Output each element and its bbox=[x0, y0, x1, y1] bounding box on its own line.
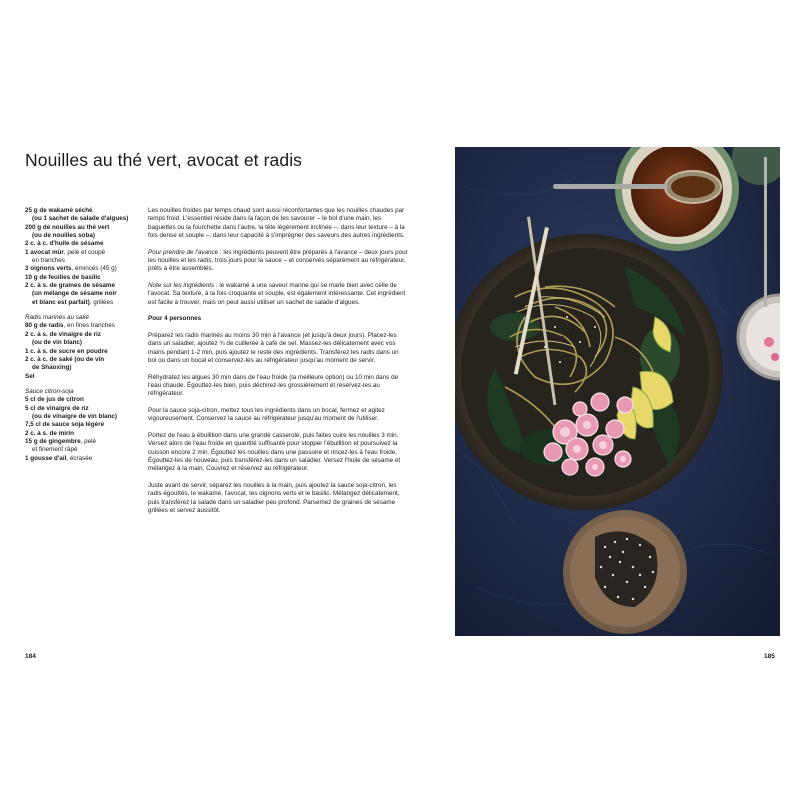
ingredient-line bbox=[25, 356, 140, 364]
note-text: : le wakamé a une saveur marine qui se marie bien avec celle de l'avocat. Sa texture, à la fois croquante et souple, est également intéressante. Cet ingrédient est facile à trouver, mais on peut aussi utiliser un sachet de salade d'algues. bbox=[148, 282, 406, 306]
ingredient-bold: 15 g de gingembre bbox=[25, 437, 81, 445]
ingredient-bold: 200 g de nouilles au thé vert bbox=[25, 223, 110, 231]
page-number-left: 184 bbox=[25, 653, 36, 660]
step-2: Réhydratez les algues 30 min dans de l'eau froide (la meilleure option) ou 10 min dans de l'eau chaude. Égouttez-les bien, puis déchirez-les grossièrement et réservez-les au réfrigérateur. bbox=[148, 373, 399, 398]
ingredient-line bbox=[25, 215, 140, 223]
advance-text: : les ingrédients peuvent être préparés à l'avance – deux jours pour les nouilles et les radis, trois jours pour la sauce – et conservés séparément au réfrigérateur, prêts à être assemblés. bbox=[148, 248, 408, 273]
ingredient-bold: (ou 1 sachet de salade d'algues) bbox=[32, 215, 129, 223]
ingredient-bold: (ou de vin blanc) bbox=[32, 339, 83, 347]
ingredient-line bbox=[25, 421, 140, 429]
advance-paragraph bbox=[148, 249, 408, 274]
ingredient-line bbox=[25, 282, 140, 290]
ingredient-bold: 5 cl de vinaigre de riz bbox=[25, 404, 89, 412]
ingredient-detail: , grillées bbox=[89, 298, 114, 306]
step-4: Portez de l'eau à ébullition dans une grande casserole, puis faites cuire les nouilles 3 min. Versez alors de l'eau froide en quantité suffisante pour stopper l'ébullition et poursuivez la cuisson encore 2 min. Égouttez les nouilles dans une passoire et rincez-les à l'eau froide. Égouttez-les de nouveau, puis transférez-les dans un saladier. Versez l'huile de sésame et mélangez à la main. Couvrez et réservez au réfrigérateur. bbox=[148, 431, 401, 473]
ingredient-bold: 5 cl de jus de citron bbox=[25, 396, 84, 404]
recipe-body bbox=[148, 207, 408, 524]
ingredient-bold: 1 gousse d'ail bbox=[25, 454, 67, 462]
ingredient-line bbox=[25, 455, 140, 463]
ingredient-bold: 2 c. à s. de mirin bbox=[25, 429, 74, 437]
ingredient-line bbox=[25, 290, 140, 298]
ingredient-line bbox=[25, 224, 140, 232]
ingredient-bold: de Shaoxing) bbox=[32, 364, 72, 372]
servings-heading: Pour 4 personnes bbox=[148, 315, 202, 323]
ingredient-bold: (ou de nouilles soba) bbox=[32, 232, 95, 240]
ingredient-detail: en tranches bbox=[32, 257, 65, 265]
ingredient-bold: (ou de vinaigre de vin blanc) bbox=[32, 412, 118, 420]
ingredient-bold: Sel bbox=[25, 372, 35, 380]
page-number-right: 185 bbox=[764, 653, 775, 660]
step-5: Juste avant de servir, séparez les nouilles à la main, puis ajoutez la sauce soja-citron, les radis égouttés, le wakamé, l'avocat, les oignons verts et le basilic. Mélangez délicatement, puis transférez la salade dans un saladier peu profond. Parsemez de graines de sésame grillées et servez aussitôt. bbox=[148, 481, 400, 514]
ingredient-bold: 1 avocat mûr bbox=[25, 248, 64, 256]
ingredient-line bbox=[25, 438, 140, 446]
step-1: Préparez les radis marinés au moins 30 min à l'avance (et jusqu'à deux jours). Placez-les dans un saladier, ajoutez ¾ de cuillerée à café de sel. Massez-les délicatement avec vos mains pendant 1-2 min, puis ajoutez le reste des ingrédients. Transférez les radis dans un bol ou dans un bocal et conservez-les au réfrigérateur jusqu'au moment de servir. bbox=[148, 331, 399, 364]
ingredient-bold: 25 g de wakamé séché bbox=[25, 207, 93, 214]
ingredient-line bbox=[25, 299, 140, 307]
noodle-bowl-illustration bbox=[455, 147, 780, 636]
ingredient-line bbox=[25, 373, 140, 381]
sauce-subtitle: Sauce citron-soja bbox=[25, 387, 74, 395]
ingredient-detail: et finement râpé bbox=[32, 446, 78, 454]
ingredient-detail: , en fines tranches bbox=[63, 322, 115, 330]
note-label: Note sur les ingrédients bbox=[148, 282, 215, 289]
ingredient-line bbox=[25, 446, 140, 454]
ingredient-line bbox=[25, 249, 140, 257]
ingredient-bold: 3 oignons verts bbox=[25, 265, 72, 273]
ingredient-line bbox=[25, 240, 140, 248]
ingredient-line bbox=[25, 364, 140, 372]
ingredients-list bbox=[25, 207, 140, 463]
ingredient-line bbox=[25, 348, 140, 356]
ingredient-bold: (un mélange de sésame noir bbox=[32, 290, 117, 298]
ingredient-detail: , écrasée bbox=[66, 454, 93, 462]
ingredient-bold: 80 g de radis bbox=[25, 322, 64, 330]
recipe-title: Nouilles au thé vert, avocat et radis bbox=[25, 150, 303, 170]
ingredient-detail: , pelé et coupé bbox=[63, 248, 106, 256]
note-paragraph bbox=[148, 282, 408, 307]
ingredient-line bbox=[25, 322, 140, 330]
ingredient-line bbox=[25, 207, 140, 215]
ingredient-line bbox=[25, 339, 140, 347]
radis-subtitle: Radis marinés au saké bbox=[25, 314, 90, 322]
ingredients-sauce bbox=[25, 396, 140, 463]
ingredient-bold: 2 c. à s. de graines de sésame bbox=[25, 282, 115, 290]
ingredient-line bbox=[25, 430, 140, 438]
ingredient-bold: 2 c. à c. de saké (ou de vin bbox=[25, 355, 105, 363]
ingredient-detail: , émincés (45 g) bbox=[71, 265, 117, 273]
step-3: Pour la sauce soja-citron, mettez tous les ingrédients dans un bocal, fermez et agitez vigoureusement. Conservez la sauce au réfrigérateur jusqu'au moment de l'utiliser. bbox=[148, 406, 385, 423]
ingredient-bold: 7,5 cl de sauce soja légère bbox=[25, 421, 105, 429]
ingredients-main bbox=[25, 207, 140, 307]
ingredient-line bbox=[25, 396, 140, 404]
ingredient-bold: 2 c. à c. d'huile de sésame bbox=[25, 240, 104, 248]
ingredient-line bbox=[25, 331, 140, 339]
ingredient-line bbox=[25, 274, 140, 282]
intro-paragraph: Les nouilles froides par temps chaud sont aussi réconfortantes que les nouilles chaudes par temps froid. L'essentiel réside dans la façon de les savourer – le bol d'une main, les baguettes ou la fourchette dans l'autre, la tête légèrement inclinée –, dans leur texture – à la fois dense et souple –, dans leur capacité à s'imprégner des saveurs des autres ingrédients. bbox=[148, 207, 405, 240]
ingredient-bold: 1 c. à s. de sucre en poudre bbox=[25, 347, 108, 355]
recipe-photo bbox=[455, 147, 780, 636]
ingredient-line bbox=[25, 232, 140, 240]
advance-label: Pour prendre de l'avance bbox=[148, 248, 219, 256]
ingredient-line bbox=[25, 413, 140, 421]
ingredient-detail: , pelé bbox=[80, 437, 97, 445]
ingredient-line bbox=[25, 405, 140, 413]
ingredient-line bbox=[25, 257, 140, 265]
ingredient-line bbox=[25, 265, 140, 273]
ingredient-bold: et blanc est parfait) bbox=[32, 298, 90, 306]
ingredient-bold: 10 g de feuilles de basilic bbox=[25, 273, 101, 281]
ingredient-bold: 2 c. à s. de vinaigre de riz bbox=[25, 330, 101, 338]
ingredients-radis bbox=[25, 322, 140, 380]
